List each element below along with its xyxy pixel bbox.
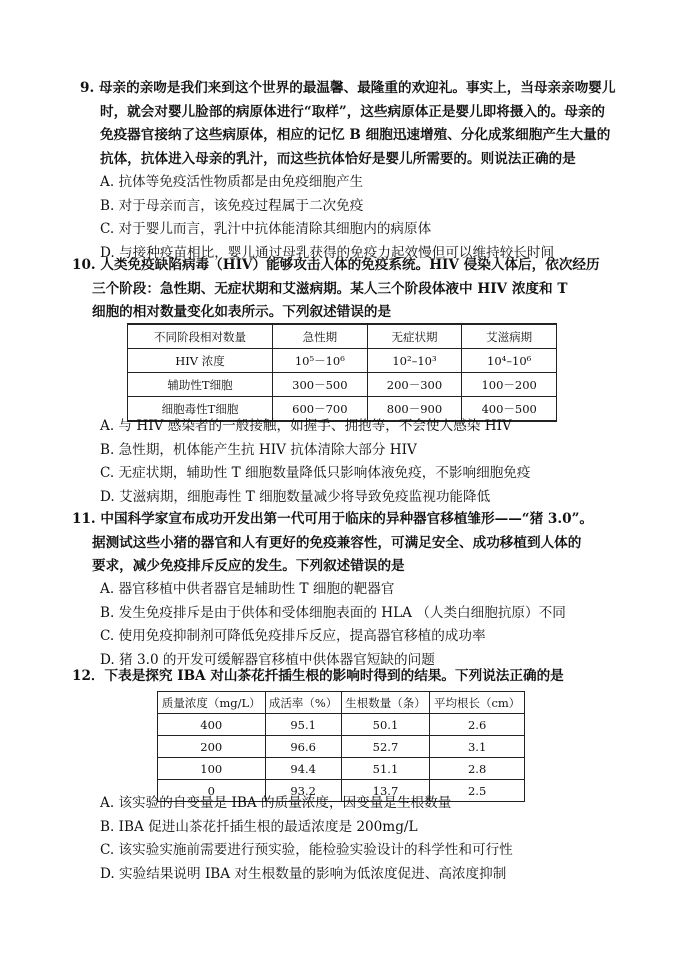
table-cell: 94.4 xyxy=(265,758,341,780)
question-12-option-b: B. IBA 促进山茶花扦插生根的最适浓度是 200mg/L xyxy=(100,818,418,835)
table-cell: 2.5 xyxy=(430,780,525,802)
table-cell: 10⁴–10⁶ xyxy=(462,349,557,373)
table-row xyxy=(128,373,557,397)
table-header-row xyxy=(128,324,557,349)
table-cell: 93.2 xyxy=(265,780,341,802)
table-row xyxy=(128,349,557,373)
table-cell: 13.7 xyxy=(341,780,430,802)
question-11-option-c: C. 使用免疫抑制剂可降低免疫排斥反应，提高器官移植的成功率 xyxy=(100,628,486,644)
question-10-stem-line-3: 细胞的相对数量变化如表所示。下列叙述错误的是 xyxy=(92,304,392,320)
question-12-option-a: A. 该实验的自变量是 IBA 的质量浓度，因变量是生根数量 xyxy=(100,795,452,811)
question-12-table xyxy=(157,691,525,802)
question-11 xyxy=(72,508,592,579)
question-9-option-b: B. 对于母亲而言，该免疫过程属于二次免疫 xyxy=(100,197,364,214)
question-11-option-d: D. 猪 3.0 的开发可缓解器官移植中供体器官短缺的问题 xyxy=(100,651,435,668)
table-cell: 100 xyxy=(158,758,266,780)
question-10-stem-line-1: 10. 人类免疫缺陷病毒（HIV）能够攻击人体的免疫系统。HIV 侵染人体后，依次经历 xyxy=(72,257,600,273)
table-cell: 96.6 xyxy=(265,736,341,758)
table-cell: 3.1 xyxy=(430,736,525,758)
question-11-stem-line-2: 据测试这些小猪的器官和人有更好的免疫兼容性，可满足安全、成功移植到人体的 xyxy=(92,534,582,551)
table-cell: 95.1 xyxy=(265,714,341,736)
table-cell: 辅助性T细胞 xyxy=(128,373,273,397)
table-cell: 10²–10³ xyxy=(367,349,462,373)
question-11-stem-line-3: 要求，减少免疫排斥反应的发生。下列叙述错误的是 xyxy=(92,558,405,574)
question-11-options xyxy=(80,578,600,672)
question-12-option-d: D. 实验结果说明 IBA 对生根数量的影响为低浓度促进、高浓度抑制 xyxy=(100,865,507,882)
question-12-stem-line-1: 12．下表是探究 IBA 对山茶花扦插生根的影响时得到的结果。下列说法正确的是 xyxy=(72,668,564,684)
question-11-option-a: A. 器官移植中供者器官是辅助性 T 细胞的靶器官 xyxy=(100,581,395,597)
table-cell: 10⁵－10⁶ xyxy=(273,349,368,373)
table-cell: 52.7 xyxy=(341,736,430,758)
question-9-option-d: D. 与接种疫苗相比，婴儿通过母乳获得的免疫力起效慢但可以维持较长时间 xyxy=(100,244,555,261)
table-cell: 2.8 xyxy=(430,758,525,780)
question-10 xyxy=(72,254,600,325)
table-cell: 0 xyxy=(158,780,266,802)
table-header-row xyxy=(158,692,525,714)
table-header-cell: 质量浓度（mg/L） xyxy=(158,692,266,714)
table-row xyxy=(158,758,525,780)
table-header-cell: 急性期 xyxy=(273,324,368,349)
table-cell: 200 xyxy=(158,736,266,758)
question-11-stem-line-1: 11. 中国科学家宣布成功开发出第一代可用于临床的异种器官移植雏形——“猪 3.0”。 xyxy=(72,511,593,527)
table-cell: 51.1 xyxy=(341,758,430,780)
table-header-cell: 平均根长（cm） xyxy=(430,692,525,714)
question-9-stem-line-4: 抗体，抗体进入母亲的乳汁，而这些抗体恰好是婴儿所需要的。则说法正确的是 xyxy=(100,150,576,167)
question-10-option-b: B. 急性期，机体能产生抗 HIV 抗体清除大部分 HIV xyxy=(100,441,417,458)
table-header-cell: 成活率（%） xyxy=(265,692,341,714)
table-cell: HIV 浓度 xyxy=(128,349,273,373)
table-cell: 300－500 xyxy=(273,373,368,397)
question-9 xyxy=(80,77,616,265)
table-cell: 800－900 xyxy=(367,397,462,422)
question-9-stem-line-2: 时，就会对婴儿脸部的病原体进行“取样”，这些病原体正是婴儿即将摄入的。母亲的 xyxy=(100,103,606,120)
table-row xyxy=(158,736,525,758)
question-10-table xyxy=(127,323,557,422)
table-cell: 50.1 xyxy=(341,714,430,736)
question-10-option-d: D. 艾滋病期，细胞毒性 T 细胞数量减少将导致免疫监视功能降低 xyxy=(100,488,491,505)
table-header-cell: 生根数量（条） xyxy=(341,692,430,714)
table-cell: 400 xyxy=(158,714,266,736)
table-cell: 400－500 xyxy=(462,397,557,422)
table-cell: 2.6 xyxy=(430,714,525,736)
question-10-stem-line-2: 三个阶段：急性期、无症状期和艾滋病期。某人三个阶段体液中 HIV 浓度和 T xyxy=(92,280,568,297)
question-12-options xyxy=(80,792,600,886)
question-10-option-a: A. 与 HIV 感染者的一般接触，如握手、拥抱等，不会使人感染 HIV xyxy=(100,418,512,434)
table-cell: 细胞毒性T细胞 xyxy=(128,397,273,422)
question-9-option-c: C. 对于婴儿而言，乳汁中抗体能清除其细胞内的病原体 xyxy=(100,221,432,237)
table-header-cell: 艾滋病期 xyxy=(462,324,557,349)
question-12 xyxy=(72,665,592,689)
table-cell: 600－700 xyxy=(273,397,368,422)
question-9-option-a: A. 抗体等免疫活性物质都是由免疫细胞产生 xyxy=(100,174,364,190)
question-10-options xyxy=(80,415,600,509)
question-9-stem-line-1: 9. 母亲的亲吻是我们来到这个世界的最温馨、最隆重的欢迎礼。事实上，当母亲亲吻婴儿 xyxy=(80,80,616,96)
table-cell: 200－300 xyxy=(367,373,462,397)
question-11-option-b: B. 发生免疫排斥是由于供体和受体细胞表面的 HLA （人类白细胞抗原）不同 xyxy=(100,604,566,621)
table-cell: 100－200 xyxy=(462,373,557,397)
table-header-cell: 无症状期 xyxy=(367,324,462,349)
table-row xyxy=(158,714,525,736)
question-10-option-c: C. 无症状期，辅助性 T 细胞数量降低只影响体液免疫，不影响细胞免疫 xyxy=(100,465,531,481)
question-9-stem-line-3: 免疫器官接纳了这些病原体，相应的记忆 B 细胞迅速增殖、分化成浆细胞产生大量的 xyxy=(100,127,611,143)
table-header-cell: 不同阶段相对数量 xyxy=(128,324,273,349)
question-12-option-c: C. 该实验实施前需要进行预实验，能检验实验设计的科学性和可行性 xyxy=(100,842,513,858)
